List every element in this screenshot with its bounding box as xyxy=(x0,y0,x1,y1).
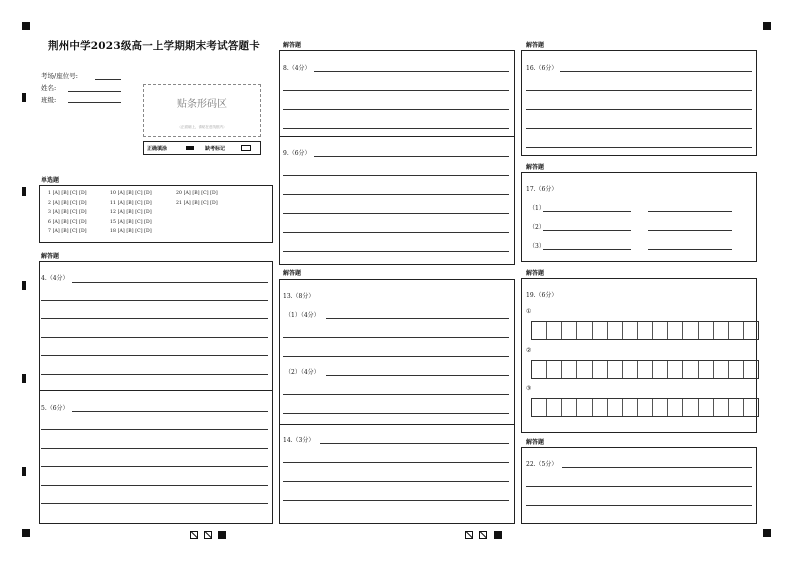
barcode-hint: （正面朝上，请贴在虚线框内） xyxy=(177,125,227,129)
answer-heading: 解答题 xyxy=(283,270,302,277)
class-label: 班级: xyxy=(41,96,57,104)
fill-sample-icon xyxy=(186,146,194,150)
answer-line[interactable] xyxy=(283,356,509,357)
footer-mark xyxy=(479,531,487,539)
question-19-label: 19.（6分） xyxy=(526,292,558,299)
answer-line[interactable] xyxy=(72,282,268,283)
fill-correct-label: 正确填涂 xyxy=(147,146,168,152)
answer-line[interactable] xyxy=(526,109,752,110)
answer-heading: 解答题 xyxy=(526,439,545,446)
answer-line[interactable] xyxy=(41,429,268,430)
question-9-label: 9.（6分） xyxy=(283,150,311,157)
barcode-label: 贴条形码区 xyxy=(177,99,227,110)
mc-row[interactable]: 21 [A] [B] [C] [D] xyxy=(176,200,218,206)
answer-line[interactable] xyxy=(648,211,732,212)
answer-line[interactable] xyxy=(72,411,268,412)
mc-row[interactable]: 11 [A] [B] [C] [D] xyxy=(110,200,152,206)
timing-mark xyxy=(22,374,26,383)
corner-mark-bottom-left xyxy=(22,529,30,537)
question-19-part-2: ② xyxy=(526,347,532,354)
answer-heading: 解答题 xyxy=(526,42,545,49)
corner-mark-top-left xyxy=(22,22,30,30)
barcode-area xyxy=(143,84,261,137)
writing-grid[interactable] xyxy=(531,321,759,340)
answer-line[interactable] xyxy=(526,147,752,148)
answer-heading: 解答题 xyxy=(41,253,60,260)
question-19-part-1: ① xyxy=(526,308,532,315)
question-5-label: 5.（6分） xyxy=(41,405,69,412)
single-choice-box xyxy=(39,185,273,243)
answer-line[interactable] xyxy=(41,448,268,449)
answer-line[interactable] xyxy=(41,355,268,356)
answer-line[interactable] xyxy=(283,90,509,91)
single-choice-heading: 单选题 xyxy=(41,177,60,184)
answer-line[interactable] xyxy=(41,485,268,486)
timing-mark xyxy=(22,187,26,196)
answer-line[interactable] xyxy=(283,232,509,233)
class-field[interactable] xyxy=(68,102,121,103)
mc-row[interactable]: 15 [A] [B] [C] [D] xyxy=(110,219,152,225)
answer-line[interactable] xyxy=(283,175,509,176)
answer-line[interactable] xyxy=(41,374,268,375)
mc-column-3 xyxy=(176,191,218,210)
answer-line[interactable] xyxy=(326,375,509,376)
question-13-label: 13.（8分） xyxy=(283,293,315,300)
question-13-part-1: （1）（4分） xyxy=(285,312,320,319)
answer-line[interactable] xyxy=(41,318,268,319)
answer-line[interactable] xyxy=(283,337,509,338)
question-4-label: 4.（4分） xyxy=(41,275,69,282)
question-8-label: 8.（4分） xyxy=(283,65,311,72)
mc-row[interactable]: 12 [A] [B] [C] [D] xyxy=(110,210,152,215)
exam-room-label: 考场/座位号: xyxy=(41,72,78,80)
mc-row[interactable]: 6 [A] [B] [C] [D] xyxy=(48,219,87,225)
answer-line[interactable] xyxy=(41,466,268,467)
mc-row[interactable]: 3 [A] [B] [C] [D] xyxy=(48,210,87,215)
question-17-part-1: （1） xyxy=(529,205,545,212)
mc-row[interactable]: 7 [A] [B] [C] [D] xyxy=(48,229,87,234)
name-label: 姓名: xyxy=(41,84,57,92)
question-16-label: 16.（6分） xyxy=(526,65,558,72)
question-14-label: 14.（3分） xyxy=(283,437,315,444)
question-17-part-2: （2） xyxy=(529,224,545,231)
divider xyxy=(280,136,514,137)
answer-line[interactable] xyxy=(562,467,752,468)
answer-line[interactable] xyxy=(283,413,509,414)
answer-heading: 解答题 xyxy=(526,164,545,171)
answer-line[interactable] xyxy=(283,194,509,195)
answer-line[interactable] xyxy=(543,211,631,212)
answer-line[interactable] xyxy=(41,503,268,504)
question-17-label: 17.（6分） xyxy=(526,186,558,193)
writing-grid[interactable] xyxy=(531,360,759,379)
answer-line[interactable] xyxy=(314,156,509,157)
answer-line[interactable] xyxy=(283,251,509,252)
answer-line[interactable] xyxy=(543,249,631,250)
divider xyxy=(40,390,272,391)
timing-mark xyxy=(22,93,26,102)
mc-column-2 xyxy=(110,191,152,239)
footer-mark-filled xyxy=(218,531,226,539)
answer-heading: 解答题 xyxy=(283,42,302,49)
absent-label: 缺考标记 xyxy=(205,146,226,152)
footer-mark-filled xyxy=(494,531,502,539)
answer-line[interactable] xyxy=(526,486,752,487)
answer-line[interactable] xyxy=(648,230,732,231)
mc-row[interactable]: 2 [A] [B] [C] [D] xyxy=(48,200,87,206)
answer-line[interactable] xyxy=(648,249,732,250)
footer-mark xyxy=(465,531,473,539)
exam-room-field[interactable] xyxy=(95,79,121,80)
answer-line[interactable] xyxy=(283,481,509,482)
timing-mark xyxy=(22,467,26,476)
answer-line[interactable] xyxy=(526,128,752,129)
timing-mark xyxy=(22,281,26,290)
answer-line[interactable] xyxy=(526,90,752,91)
absent-checkbox[interactable] xyxy=(241,145,251,151)
answer-line[interactable] xyxy=(41,300,268,301)
answer-line[interactable] xyxy=(543,230,631,231)
answer-line[interactable] xyxy=(283,109,509,110)
mc-row[interactable]: 1 [A] [B] [C] [D] xyxy=(48,191,87,196)
answer-line[interactable] xyxy=(283,462,509,463)
answer-heading: 解答题 xyxy=(526,270,545,277)
answer-line[interactable] xyxy=(283,128,509,129)
corner-mark-bottom-right xyxy=(763,529,771,537)
mc-row[interactable]: 20 [A] [B] [C] [D] xyxy=(176,191,218,196)
footer-mark xyxy=(204,531,212,539)
fill-legend-box xyxy=(143,141,261,155)
answer-line[interactable] xyxy=(320,443,509,444)
answer-line[interactable] xyxy=(526,505,752,506)
name-field[interactable] xyxy=(68,91,121,92)
question-22-label: 22.（5分） xyxy=(526,461,558,468)
footer-mark xyxy=(190,531,198,539)
page-title: 荆州中学2023级高一上学期期末考试答题卡 xyxy=(48,40,260,52)
divider xyxy=(280,424,514,425)
answer-line[interactable] xyxy=(326,318,509,319)
answer-line[interactable] xyxy=(283,394,509,395)
answer-line[interactable] xyxy=(41,337,268,338)
corner-mark-top-right xyxy=(763,22,771,30)
answer-line[interactable] xyxy=(283,500,509,501)
mc-column-1 xyxy=(48,191,87,239)
mc-row[interactable]: 10 [A] [B] [C] [D] xyxy=(110,191,152,196)
mc-row[interactable]: 18 [A] [B] [C] [D] xyxy=(110,229,152,234)
question-17-part-3: （3） xyxy=(529,243,545,250)
question-19-part-3: ③ xyxy=(526,385,532,392)
answer-line[interactable] xyxy=(283,213,509,214)
question-13-part-2: （2）（4分） xyxy=(285,369,320,376)
answer-line[interactable] xyxy=(560,71,752,72)
answer-line[interactable] xyxy=(314,71,509,72)
writing-grid[interactable] xyxy=(531,398,759,417)
